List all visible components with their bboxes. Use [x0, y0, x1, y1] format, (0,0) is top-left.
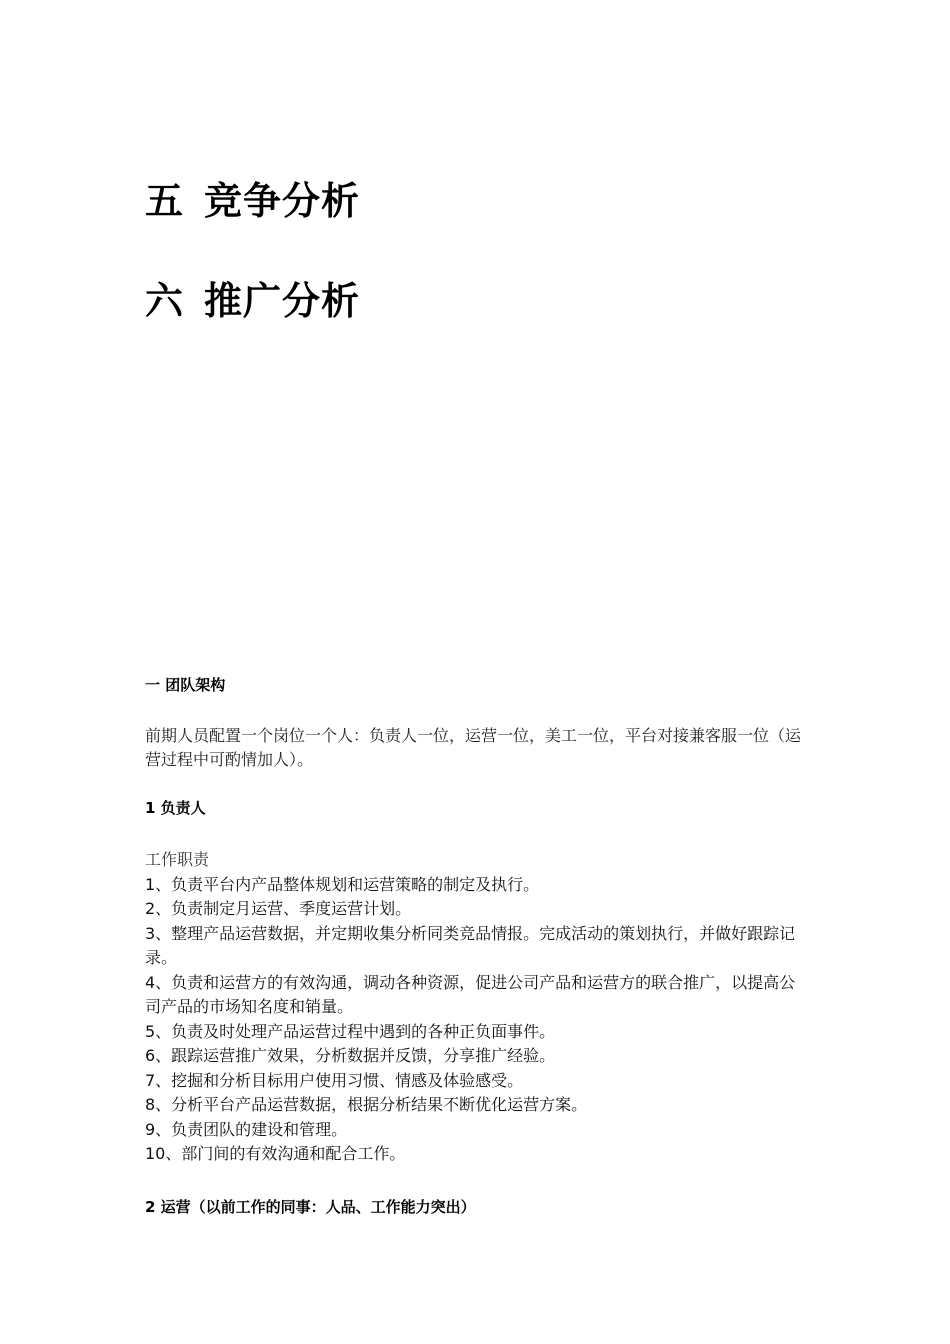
role-lead-heading: 1 负责人	[145, 799, 206, 817]
list-item: 4、负责和运营方的有效沟通，调动各种资源，促进公司产品和运营方的联合推广，以提高公司产品的市场知名度和销量。	[145, 972, 796, 1016]
list-item: 2、负责制定月运营、季度运营计划。	[145, 899, 412, 918]
list-item: 1、负责平台内产品整体规划和运营策略的制定及执行。	[145, 874, 540, 894]
list-item: 3、整理产品运营数据，并定期收集分析同类竞品情报。完成活动的策划执行，并做好跟踪记录。	[145, 923, 796, 967]
heading-number: 六	[145, 279, 185, 323]
role-operations-heading: 2 运营（以前工作的同事：人品、工作能力突出）	[145, 1198, 476, 1216]
list-item: 7、挖掘和分析目标用户使用习惯、情感及体验感受。	[145, 1070, 524, 1090]
heading-competition-analysis	[145, 179, 361, 223]
team-intro-paragraph: 前期人员配置一个岗位一个人：负责人一位，运营一位，美工一位，平台对接兼客服一位（运营过程中可酌情加人）。	[145, 726, 802, 769]
heading-number: 五	[145, 179, 185, 223]
list-item: 5、负责及时处理产品运营过程中遇到的各种正负面事件。	[145, 1021, 556, 1041]
team-structure-heading: 一 团队架构	[145, 676, 226, 694]
list-item: 8、分析平台产品运营数据，根据分析结果不断优化运营方案。	[145, 1095, 588, 1114]
list-item: 6、跟踪运营推广效果，分析数据并反馈，分享推广经验。	[145, 1046, 556, 1065]
duties-list	[145, 848, 810, 1167]
list-item: 9、负责团队的建设和管理。	[145, 1119, 348, 1139]
heading-promotion-analysis	[145, 279, 361, 323]
duties-label: 工作职责	[145, 850, 210, 869]
heading-title: 竞争分析	[204, 179, 361, 223]
list-item: 10、部门间的有效沟通和配合工作。	[145, 1144, 406, 1163]
heading-title: 推广分析	[204, 279, 361, 323]
